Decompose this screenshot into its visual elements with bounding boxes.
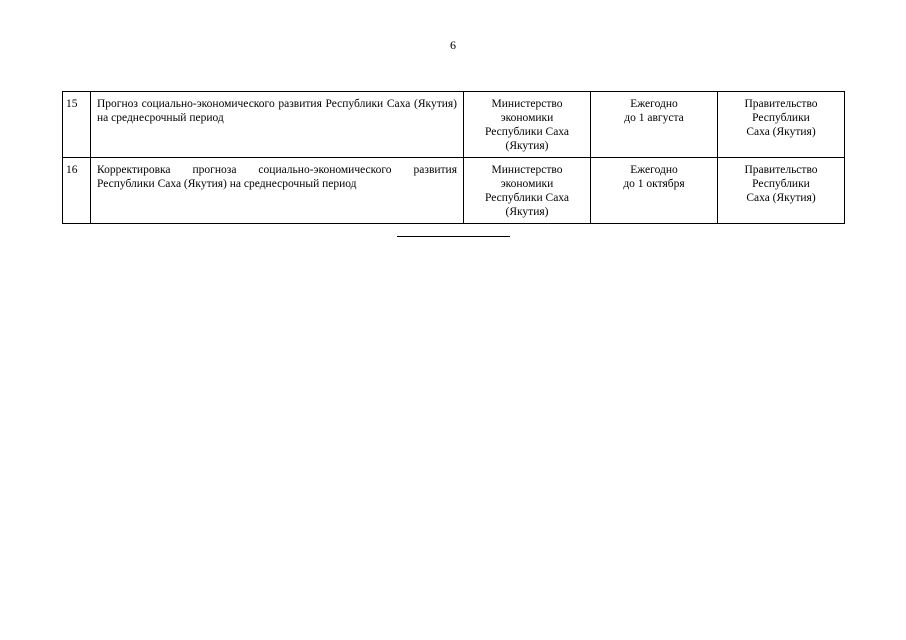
- executor-line: Республики Саха (Якутия): [484, 192, 570, 218]
- deadline-line: до 1 октября: [623, 178, 685, 190]
- deadline: [591, 158, 718, 224]
- responsible-executor: [464, 92, 591, 158]
- submitted-to-line: Республики: [752, 178, 810, 190]
- submitted-to-line: Республики: [752, 112, 810, 124]
- table-row: [63, 92, 845, 158]
- end-of-document-rule: [397, 236, 510, 237]
- deadline-line: Ежегодно: [630, 164, 678, 176]
- submitted-to-line: Правительство: [744, 98, 818, 110]
- plan-table: [62, 91, 845, 224]
- row-number: 16: [63, 158, 91, 224]
- submitted-to: [718, 92, 845, 158]
- executor-line: Республики Саха (Якутия): [484, 126, 570, 152]
- submitted-to: [718, 158, 845, 224]
- executor-line: Министерство экономики: [491, 98, 563, 124]
- submitted-to-line: Саха (Якутия): [746, 126, 816, 138]
- activity-name: Корректировка прогноза социально-экономического развития Республики Саха (Якутия) на среднесрочный период: [91, 158, 464, 224]
- table-row: [63, 158, 845, 224]
- responsible-executor: [464, 158, 591, 224]
- deadline-line: до 1 августа: [624, 112, 684, 124]
- submitted-to-line: Правительство: [744, 164, 818, 176]
- submitted-to-line: Саха (Якутия): [746, 192, 816, 204]
- deadline: [591, 92, 718, 158]
- page-number: 6: [450, 38, 456, 52]
- deadline-line: Ежегодно: [630, 98, 678, 110]
- row-number: 15: [63, 92, 91, 158]
- executor-line: Министерство экономики: [491, 164, 563, 190]
- activity-name: Прогноз социально-экономического развития Республики Саха (Якутия) на среднесрочный период: [91, 92, 464, 158]
